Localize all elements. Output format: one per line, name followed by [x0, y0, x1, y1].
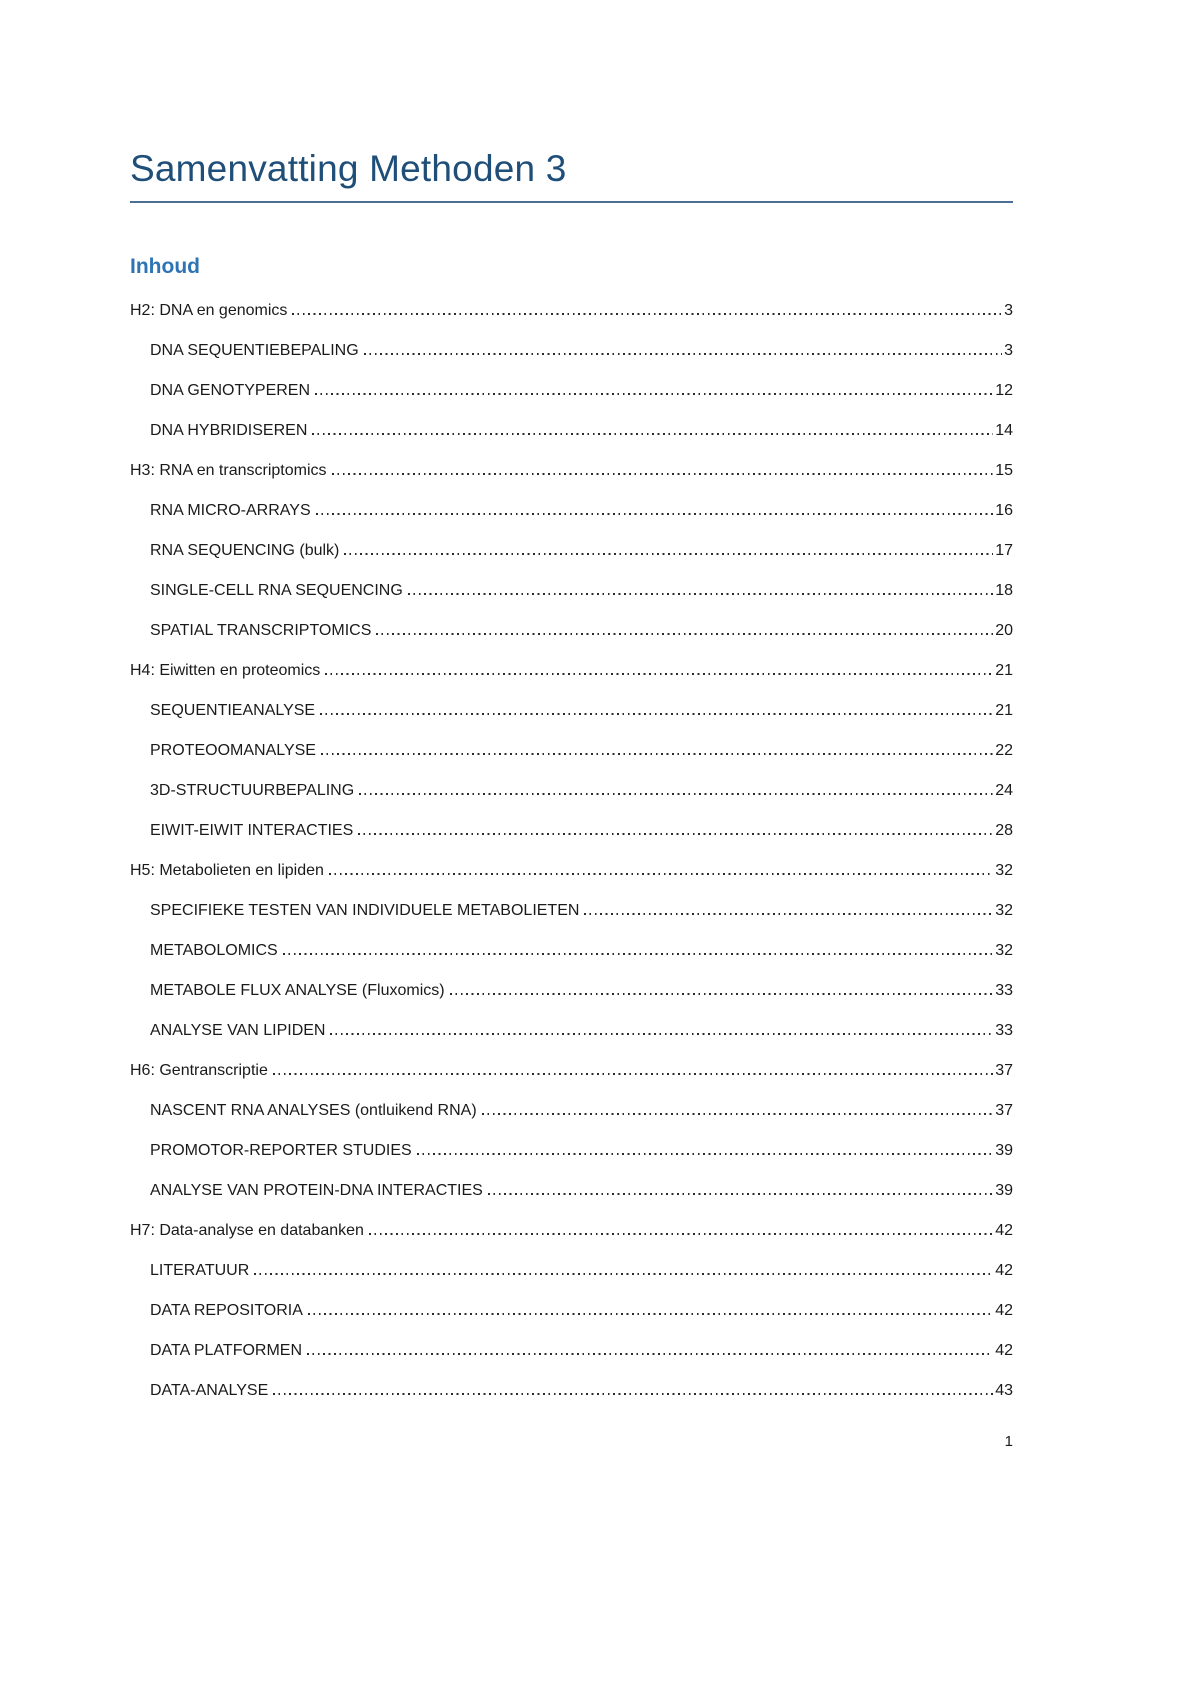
toc-entry[interactable]: [130, 1291, 1013, 1331]
toc-entry-label: ANALYSE VAN PROTEIN-DNA INTERACTIES: [150, 1181, 483, 1199]
toc-dot-leader: [320, 713, 993, 715]
toc-entry[interactable]: [130, 891, 1013, 931]
toc-entry[interactable]: [130, 691, 1013, 731]
toc-entry-page: 22: [995, 741, 1013, 759]
toc-entry-label: ANALYSE VAN LIPIDEN: [150, 1021, 326, 1039]
toc-entry[interactable]: [130, 1051, 1013, 1091]
page-number: 1: [1004, 1432, 1013, 1450]
toc-dot-leader: [329, 873, 993, 875]
toc-entry-page: 20: [995, 621, 1013, 639]
toc-dot-leader: [364, 353, 1002, 355]
toc-entry-page: 16: [995, 501, 1013, 519]
toc-dot-leader: [584, 913, 993, 915]
toc-entry-label: H4: Eiwitten en proteomics: [130, 661, 321, 679]
toc-entry[interactable]: [130, 1011, 1013, 1051]
toc-dot-leader: [312, 433, 993, 435]
toc-entry[interactable]: [130, 451, 1013, 491]
toc-entry-label: DATA REPOSITORIA: [150, 1301, 303, 1319]
toc-entry[interactable]: [130, 1171, 1013, 1211]
toc-dot-leader: [321, 753, 993, 755]
toc-entry-page: 14: [995, 421, 1013, 439]
toc-entry[interactable]: [130, 1331, 1013, 1371]
toc-entry-label: METABOLE FLUX ANALYSE (Fluxomics): [150, 981, 445, 999]
toc-dot-leader: [482, 1113, 994, 1115]
toc-entry-page: 42: [995, 1261, 1013, 1279]
toc-dot-leader: [332, 473, 994, 475]
toc-entry-page: 3: [1004, 301, 1013, 319]
toc-entry-page: 18: [995, 581, 1013, 599]
toc-entry-page: 42: [995, 1341, 1013, 1359]
toc-entry[interactable]: [130, 1211, 1013, 1251]
toc-dot-leader: [369, 1233, 993, 1235]
toc-entry[interactable]: [130, 931, 1013, 971]
toc-dot-leader: [315, 393, 993, 395]
toc-dot-leader: [408, 593, 993, 595]
toc-dot-leader: [344, 553, 993, 555]
toc-entry-page: 39: [995, 1181, 1013, 1199]
toc-entry[interactable]: [130, 611, 1013, 651]
toc-entry-label: H5: Metabolieten en lipiden: [130, 861, 324, 879]
toc-entry-label: PROMOTOR-REPORTER STUDIES: [150, 1141, 412, 1159]
toc-entry-label: DNA HYBRIDISEREN: [150, 421, 308, 439]
toc-entry-label: DNA GENOTYPEREN: [150, 381, 311, 399]
toc-dot-leader: [273, 1073, 993, 1075]
toc-entry-label: RNA SEQUENCING (bulk): [150, 541, 340, 559]
toc-dot-leader: [488, 1193, 993, 1195]
toc-entry[interactable]: [130, 731, 1013, 771]
toc-dot-leader: [283, 953, 993, 955]
toc-entry[interactable]: [130, 371, 1013, 411]
toc-entry[interactable]: [130, 331, 1013, 371]
toc-dot-leader: [316, 513, 994, 515]
toc-entry-page: 17: [995, 541, 1013, 559]
toc-entry-page: 39: [995, 1141, 1013, 1159]
toc-dot-leader: [307, 1353, 993, 1355]
toc-entry[interactable]: [130, 291, 1013, 331]
toc-dot-leader: [450, 993, 994, 995]
table-of-contents: [130, 291, 1013, 1411]
toc-entry-page: 21: [995, 661, 1013, 679]
toc-entry-label: NASCENT RNA ANALYSES (ontluikend RNA): [150, 1101, 477, 1119]
toc-entry[interactable]: [130, 491, 1013, 531]
toc-entry[interactable]: [130, 971, 1013, 1011]
toc-entry-label: DATA PLATFORMEN: [150, 1341, 303, 1359]
toc-dot-leader: [359, 793, 993, 795]
toc-entry[interactable]: [130, 1251, 1013, 1291]
toc-entry-label: 3D-STRUCTUURBEPALING: [150, 781, 355, 799]
toc-dot-leader: [325, 673, 993, 675]
toc-entry-page: 15: [995, 461, 1013, 479]
document-title: Samenvatting Methoden 3: [130, 148, 567, 189]
toc-entry-page: 33: [995, 981, 1013, 999]
toc-entry-label: SINGLE-CELL RNA SEQUENCING: [150, 581, 403, 599]
toc-entry-label: SPATIAL TRANSCRIPTOMICS: [150, 621, 372, 639]
toc-entry-page: 42: [995, 1301, 1013, 1319]
toc-dot-leader: [376, 633, 993, 635]
toc-entry-page: 28: [995, 821, 1013, 839]
toc-entry[interactable]: [130, 1371, 1013, 1411]
toc-entry-page: 12: [995, 381, 1013, 399]
toc-entry-page: 43: [995, 1381, 1013, 1399]
toc-entry-label: METABOLOMICS: [150, 941, 278, 959]
toc-entry[interactable]: [130, 531, 1013, 571]
toc-entry-page: 21: [995, 701, 1013, 719]
toc-entry[interactable]: [130, 771, 1013, 811]
toc-entry-page: 24: [995, 781, 1013, 799]
toc-dot-leader: [417, 1153, 994, 1155]
toc-entry-label: LITERATUUR: [150, 1261, 250, 1279]
toc-entry-page: 32: [995, 941, 1013, 959]
toc-entry-label: H6: Gentranscriptie: [130, 1061, 268, 1079]
toc-entry[interactable]: [130, 851, 1013, 891]
toc-entry-label: SPECIFIEKE TESTEN VAN INDIVIDUELE METABOLIETEN: [150, 901, 580, 919]
toc-entry[interactable]: [130, 811, 1013, 851]
toc-entry-label: PROTEOOMANALYSE: [150, 741, 316, 759]
toc-entry-page: 42: [995, 1221, 1013, 1239]
toc-entry[interactable]: [130, 651, 1013, 691]
toc-entry-label: SEQUENTIEANALYSE: [150, 701, 316, 719]
toc-entry[interactable]: [130, 1091, 1013, 1131]
toc-entry-label: RNA MICRO-ARRAYS: [150, 501, 311, 519]
toc-entry-label: DNA SEQUENTIEBEPALING: [150, 341, 359, 359]
toc-entry-label: H3: RNA en transcriptomics: [130, 461, 327, 479]
toc-entry-page: 32: [995, 901, 1013, 919]
toc-entry-page: 32: [995, 861, 1013, 879]
toc-dot-leader: [330, 1033, 993, 1035]
toc-entry[interactable]: [130, 411, 1013, 451]
toc-dot-leader: [254, 1273, 993, 1275]
contents-heading: Inhoud: [130, 254, 200, 278]
title-underline: [130, 201, 1013, 203]
toc-entry-label: EIWIT-EIWIT INTERACTIES: [150, 821, 354, 839]
toc-dot-leader: [273, 1393, 993, 1395]
toc-entry[interactable]: [130, 1131, 1013, 1171]
toc-entry-page: 33: [995, 1021, 1013, 1039]
toc-dot-leader: [292, 313, 1002, 315]
toc-dot-leader: [358, 833, 993, 835]
toc-dot-leader: [308, 1313, 993, 1315]
toc-entry-label: H7: Data-analyse en databanken: [130, 1221, 364, 1239]
toc-entry-label: DATA-ANALYSE: [150, 1381, 269, 1399]
toc-entry-page: 3: [1004, 341, 1013, 359]
toc-entry-page: 37: [995, 1101, 1013, 1119]
toc-entry-page: 37: [995, 1061, 1013, 1079]
toc-entry[interactable]: [130, 571, 1013, 611]
toc-entry-label: H2: DNA en genomics: [130, 301, 288, 319]
